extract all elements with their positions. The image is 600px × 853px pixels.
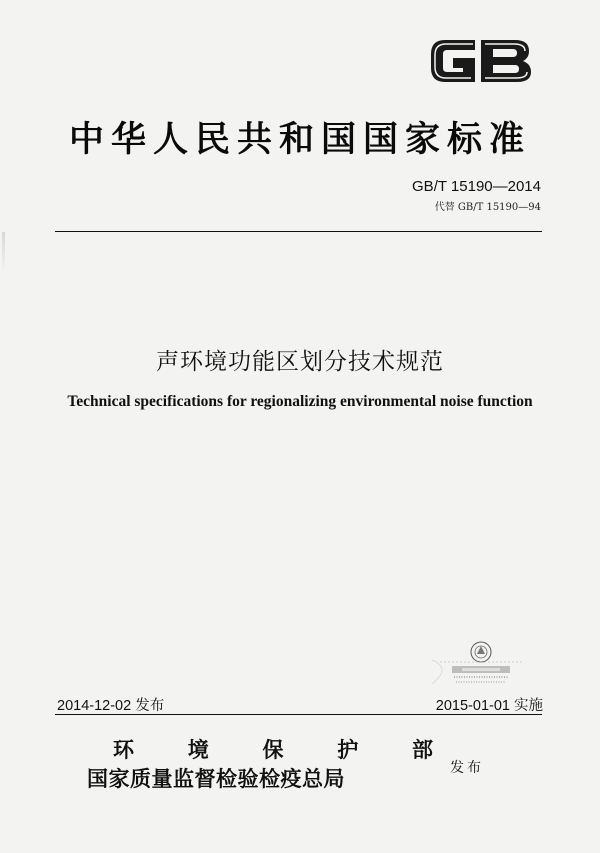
bottom-divider (55, 714, 542, 715)
document-title-english: Technical specifications for regionalizing environmental noise function (67, 393, 533, 410)
standard-number: GB/T 15190—2014 (412, 178, 541, 195)
scan-speck (2, 232, 5, 272)
issuer-ministry-char: 保 (262, 737, 284, 762)
issuer-ministry-char: 环 (113, 737, 134, 762)
issuer-ministry-char: 境 (187, 737, 209, 762)
issue-label: 发布 (450, 760, 484, 776)
implementation-date: 2015-01-01 实施 (435, 698, 543, 714)
top-divider (55, 231, 542, 232)
gb-logo-mark (425, 30, 535, 92)
issuer-ministry (113, 734, 433, 764)
document-title-chinese: 声环境功能区划分技术规范 (156, 349, 444, 375)
issuer-aqsiq: 国家质量监督检验检疫总局 (87, 766, 345, 791)
replaces-standard: 代替 GB/T 15190—94 (434, 202, 541, 213)
issue-date: 2014-12-02 发布 (57, 698, 165, 714)
national-standard-heading: 中华人民共和国国家标准 (68, 119, 531, 160)
gb-logo (425, 30, 535, 92)
issuer-ministry-char: 护 (337, 737, 359, 762)
certification-stamp (432, 640, 530, 690)
issuer-ministry-char: 部 (412, 737, 433, 762)
